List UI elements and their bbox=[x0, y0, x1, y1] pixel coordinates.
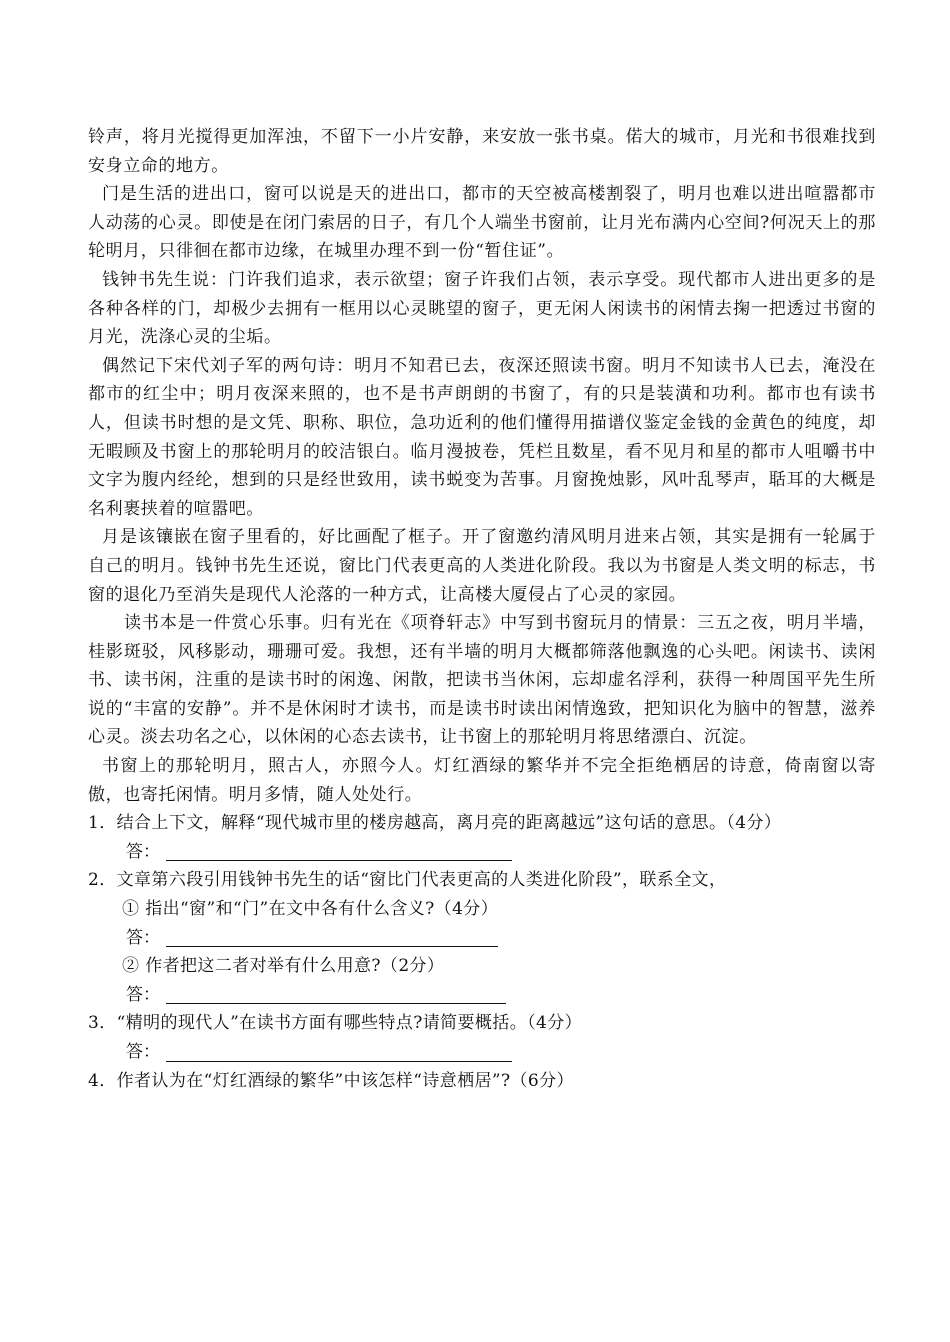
answer-label: 答： bbox=[126, 841, 160, 862]
answer-blank-2-1[interactable] bbox=[166, 926, 498, 947]
answer-label: 答： bbox=[126, 984, 160, 1005]
answer-blank-1[interactable] bbox=[166, 840, 512, 861]
question-1: 1．结合上下文，解释“现代城市里的楼房越高，离月亮的距离越远”这句话的意思。（4分） bbox=[88, 813, 782, 834]
answer-row-3 bbox=[88, 1038, 876, 1067]
answer-label: 答： bbox=[126, 927, 160, 948]
paragraph-2: 门是生活的进出口，窗可以说是天的进出口，都市的天空被高楼割裂了，明月也难以进出喧嚣都市人动荡的心灵。即使是在闭门索居的日子，有几个人端坐书窗前，让月光布满内心空间?何况天上的那轮明月，只徘徊在都市边缘，在城里办理不到一份“暂住证”。 bbox=[88, 184, 876, 262]
paragraph-5: 月是该镶嵌在窗子里看的，好比画配了框子。开了窗邀约清风明月进来占领，其实是拥有一轮属于自己的明月。钱钟书先生还说，窗比门代表更高的人类进化阶段。我以为书窗是人类文明的标志，书窗的退化乃至消失是现代人沦落的一种方式，让高楼大厦侵占了心灵的家园。 bbox=[88, 527, 876, 605]
question-2-sub-1: ① 指出“窗”和“门”在文中各有什么含义?（4分） bbox=[122, 899, 499, 920]
question-4: 4．作者认为在“灯红酒绿的繁华”中该怎样“诗意栖居”?（6分） bbox=[88, 1070, 574, 1091]
paragraph-4: 偶然记下宋代刘子军的两句诗：明月不知君已去，夜深还照读书窗。明月不知读书人已去，淹没在都市的红尘中；明月夜深来照的，也不是书声朗朗的书窗了，有的只是装潢和功利。都市也有读书人，但读书时想的是文凭、职称、职位，急功近利的他们懂得用描谱仪鉴定金钱的金黄色的纯度，却无暇顾及书窗上的那轮明月的皎洁银白。临月漫披卷，凭栏且数星，看不见月和星的都市人咀嚼书中文字为腹内经纶，想到的只是经世致用，读书蜕变为苦事。月窗挽烛影，风叶乱琴声，聒耳的大概是名利裹挟着的喧嚣吧。 bbox=[88, 355, 876, 519]
paragraph-7: 书窗上的那轮明月，照古人，亦照今人。灯红酒绿的繁华并不完全拒绝栖居的诗意，倚南窗以寄傲，也寄托闲情。明月多情，随人处处行。 bbox=[88, 756, 876, 805]
answer-row-2-1 bbox=[88, 924, 876, 953]
document-page bbox=[88, 123, 876, 1095]
question-2: 2．文章第六段引用钱钟书先生的话“窗比门代表更高的人类进化阶段”，联系全文， bbox=[88, 870, 727, 891]
answer-row-2-2 bbox=[88, 981, 876, 1010]
paragraph-6: 读书本是一件赏心乐事。归有光在《项脊轩志》中写到书窗玩月的情景：三五之夜，明月半墙，桂影斑驳，风移影动，珊珊可爱。我想，还有半墙的明月大概都筛落他飘逸的心头吧。闲读书、读闲书、读书闲，注重的是读书时的闲逸、闲散，把读书当休闲，忘却虚名浮利，获得一种周国平先生所说的“丰富的安静”。并不是休闲时才读书，而是读书时读出闲情逸致，把知识化为脑中的智慧，滋养心灵。淡去功名之心，以休闲的心态去读书，让书窗上的那轮明月将思绪漂白、沉淀。 bbox=[88, 613, 876, 748]
answer-label: 答： bbox=[126, 1042, 160, 1062]
paragraph-1: 铃声，将月光搅得更加浑浊，不留下一小片安静，来安放一张书桌。偌大的城市，月光和书很难找到安身立命的地方。 bbox=[88, 127, 876, 176]
question-3: 3．“精明的现代人”在读书方面有哪些特点?请简要概括。（4分） bbox=[88, 1013, 583, 1034]
question-2-sub-2: ② 作者把这二者对举有什么用意?（2分） bbox=[122, 956, 445, 977]
answer-row-1 bbox=[88, 838, 876, 867]
answer-blank-2-2[interactable] bbox=[166, 983, 506, 1004]
answer-blank-3[interactable] bbox=[166, 1041, 512, 1062]
paragraph-3: 钱钟书先生说：门许我们追求，表示欲望；窗子许我们占领，表示享受。现代都市人进出更多的是各种各样的门，却极少去拥有一框用以心灵眺望的窗子，更无闲人闲读书的闲情去掬一把透过书窗的月光，洗涤心灵的尘垢。 bbox=[88, 269, 876, 348]
